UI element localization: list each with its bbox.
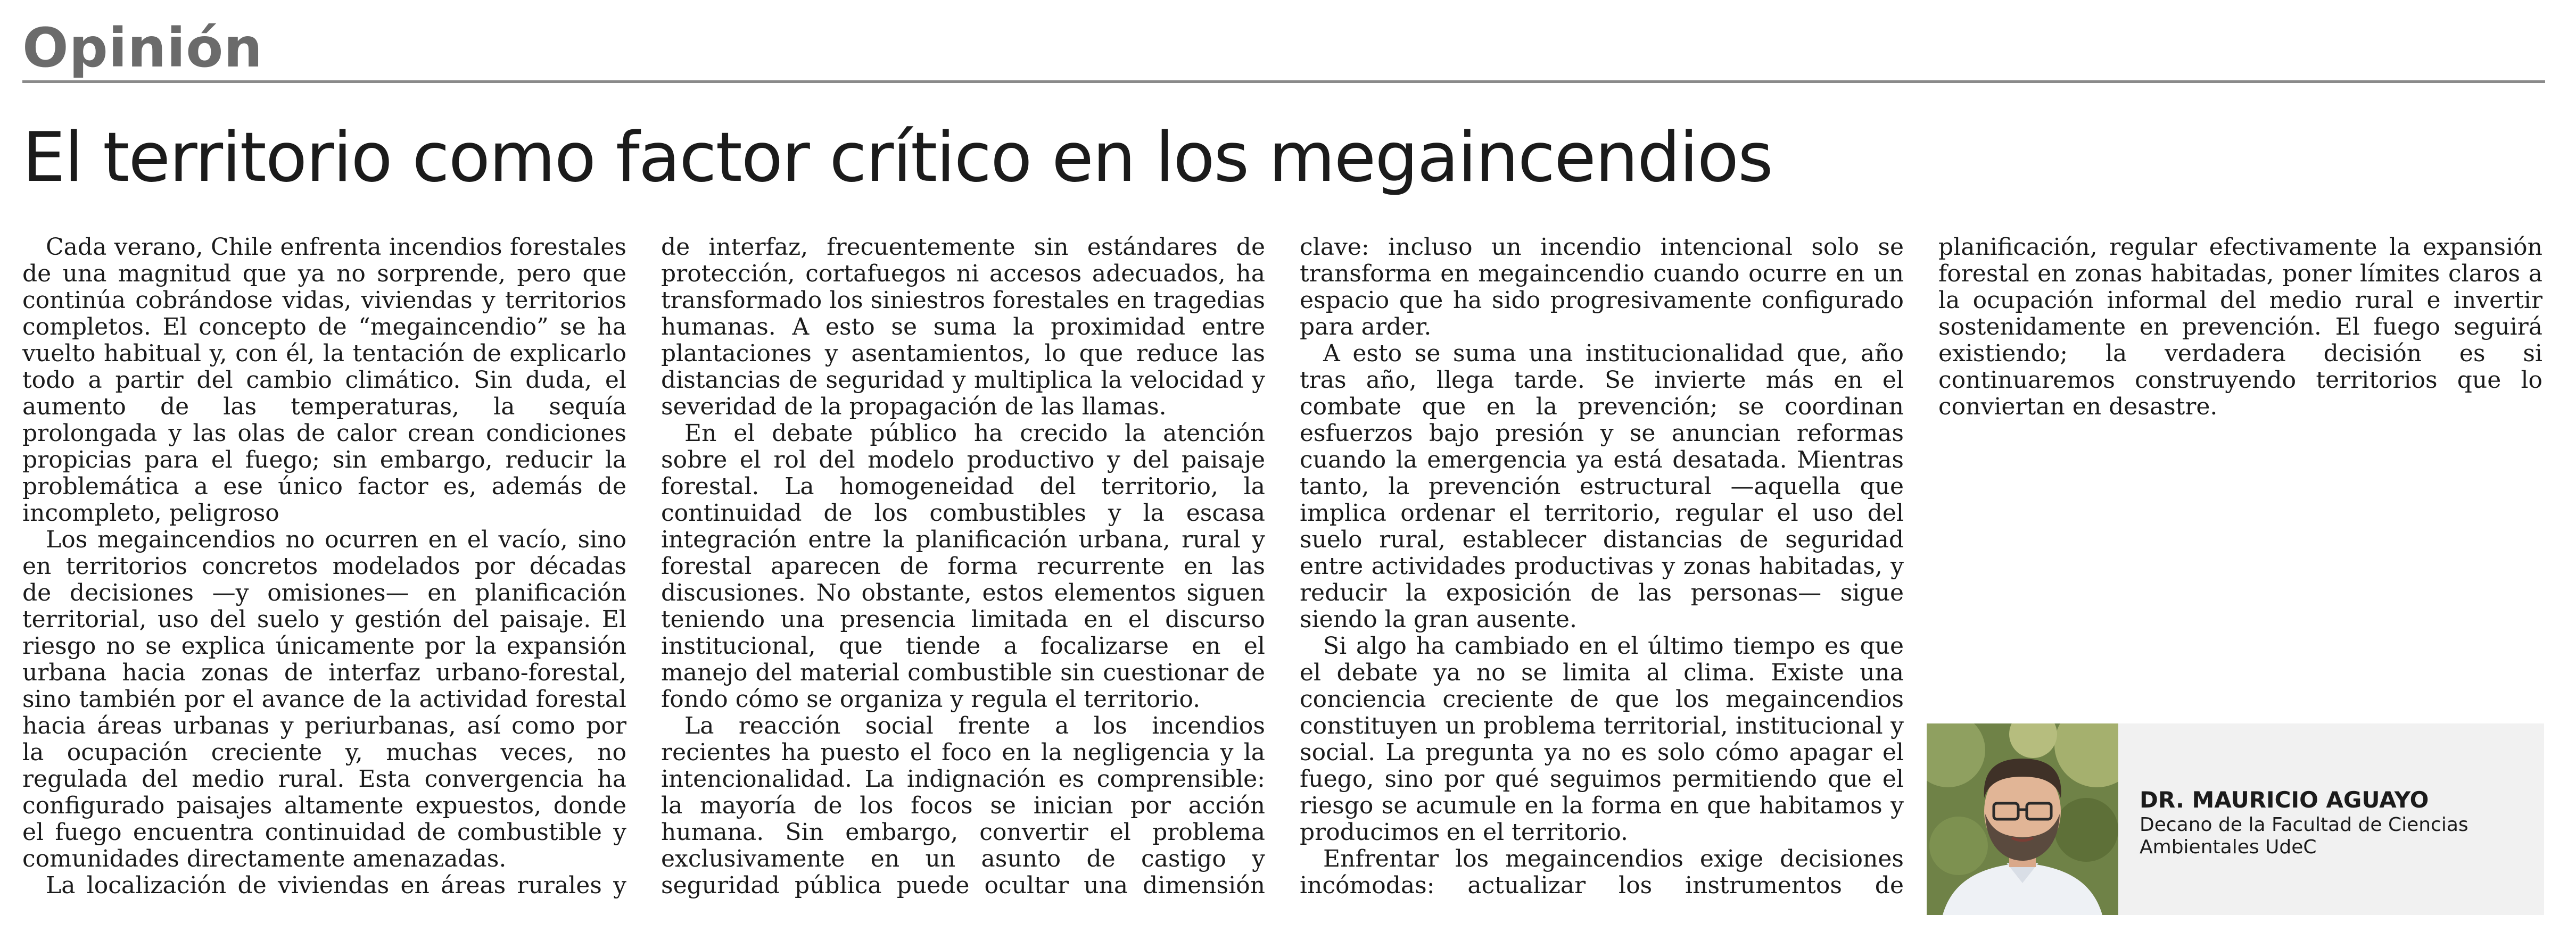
- article-column-3: [1300, 234, 1904, 920]
- section-header: [22, 15, 2545, 83]
- article-paragraph-5: clave: incluso un incendio intencional solo se transforma en megaincendio cuando ocurre en un espacio que ha sido progresivamente configurado para arder.: [1300, 234, 1904, 340]
- article-paragraph-5: La reacción social frente a los incendios recientes ha puesto el foco en la negligencia y la intencionalidad. La indignación es comprensible: la mayoría de los focos se inician por acción humana. Sin embargo, convertir el problema exclusivamente en un asunto de castigo y seguridad pública puede ocultar una dimensión: [661, 712, 1265, 899]
- article-paragraph-3: La localización de viviendas en áreas rurales y: [46, 872, 626, 899]
- section-label: Opinión: [22, 16, 263, 80]
- article-column-4: [1938, 234, 2542, 617]
- article-paragraph-4: En el debate público ha crecido la atención sobre el rol del modelo productivo y del paisaje forestal. La homogeneidad del territorio, la continuidad de los combustibles y la escasa integración entre la planificación urbana, rural y forestal aparecen de forma recurrente en las discusiones. No obstante, estos elementos siguen teniendo una presencia limitada en el discurso institucional, que tiende a focalizarse en el manejo del material combustible sin cuestionar de fondo cómo se organiza y regula el territorio.: [661, 420, 1265, 713]
- author-name: DR. MAURICIO AGUAYO: [2140, 787, 2429, 813]
- author-photo: [1927, 723, 2118, 915]
- author-role: Decano de la Facultad de Ciencias Ambientales UdeC: [2140, 814, 2468, 858]
- article-paragraph-2: Los megaincendios no ocurren en el vacío, sino en territorios concretos modelados por décadas de decisiones —y omisiones— en planificación territorial, uso del suelo y gestión del paisaje. El riesgo no se explica únicamente por la expansión urbana hacia zonas de interfaz urbano-forestal, sino también por el avance de la actividad forestal hacia áreas urbanas y periurbanas, así como por la ocupación creciente y, muchas veces, no regulada del medio rural. Esta convergencia ha configurado paisajes altamente expuestos, donde el fuego encuentra continuidad de combustible y comunidades directamente amenazadas.: [22, 526, 626, 872]
- article-paragraph-1: Cada verano, Chile enfrenta incendios forestales de una magnitud que ya no sorprende, pero que continúa cobrándose vidas, viviendas y territorios completos. El concepto de “megaincendio” se ha vuelto habitual y, con él, la tentación de explicarlo todo a partir del cambio climático. Sin duda, el aumento de las temperaturas, la sequía prolongada y las olas de calor crean condiciones propicias para el fuego; sin embargo, reducir la problemática a ese único factor es, además de incompleto, peligroso: [22, 234, 626, 527]
- article-column-2: [661, 234, 1265, 920]
- article-column-1: [22, 234, 626, 920]
- article-paragraph-8: planificación, regular efectivamente la expansión forestal en zonas habitadas, poner límites claros a la ocupación informal del medio rural e invertir sostenidamente en prevención. El fuego seguirá existiendo; la verdadera decisión es si continuaremos construyendo territorios que lo conviertan en desastre.: [1938, 234, 2542, 420]
- article-paragraph-3: de interfaz, frecuentemente sin estándares de protección, cortafuegos ni accesos adecuados, ha transformado los siniestros forestales en tragedias humanas. A esto se suma la proximidad entre plantaciones y asentamientos, lo que reduce las distancias de seguridad y multiplica la velocidad y severidad de la propagación de las llamas.: [661, 234, 1265, 420]
- article-paragraph-6: A esto se suma una institucionalidad que, año tras año, llega tarde. Se invierte más en el combate que en la prevención; se coordinan esfuerzos bajo presión y se anuncian reformas cuando la emergencia ya está desatada. Mientras tanto, la prevención estructural —aquella que implica ordenar el territorio, regular el uso del suelo rural, establecer distancias de seguridad entre actividades productivas y zonas habitadas, y reducir la exposición de las personas— sigue siendo la gran ausente.: [1300, 340, 1904, 633]
- author-box: [1927, 723, 2544, 915]
- author-info: [2140, 786, 2533, 859]
- article-headline: El territorio como factor crítico en los megaincendios: [22, 118, 1772, 197]
- article-paragraph-7: Si algo ha cambiado en el último tiempo es que el debate ya no se limita al clima. Existe una conciencia creciente de que los megaincendios constituyen un problema territorial, institucional y social. La pregunta ya no es solo cómo apagar el fuego, sino por qué seguimos permitiendo que el riesgo se acumule en la forma en que habitamos y producimos en el territorio.: [1300, 633, 1904, 846]
- article-paragraph-8: Enfrentar los megaincendios exige decisiones incómodas: actualizar los instrumentos de: [1300, 845, 1904, 899]
